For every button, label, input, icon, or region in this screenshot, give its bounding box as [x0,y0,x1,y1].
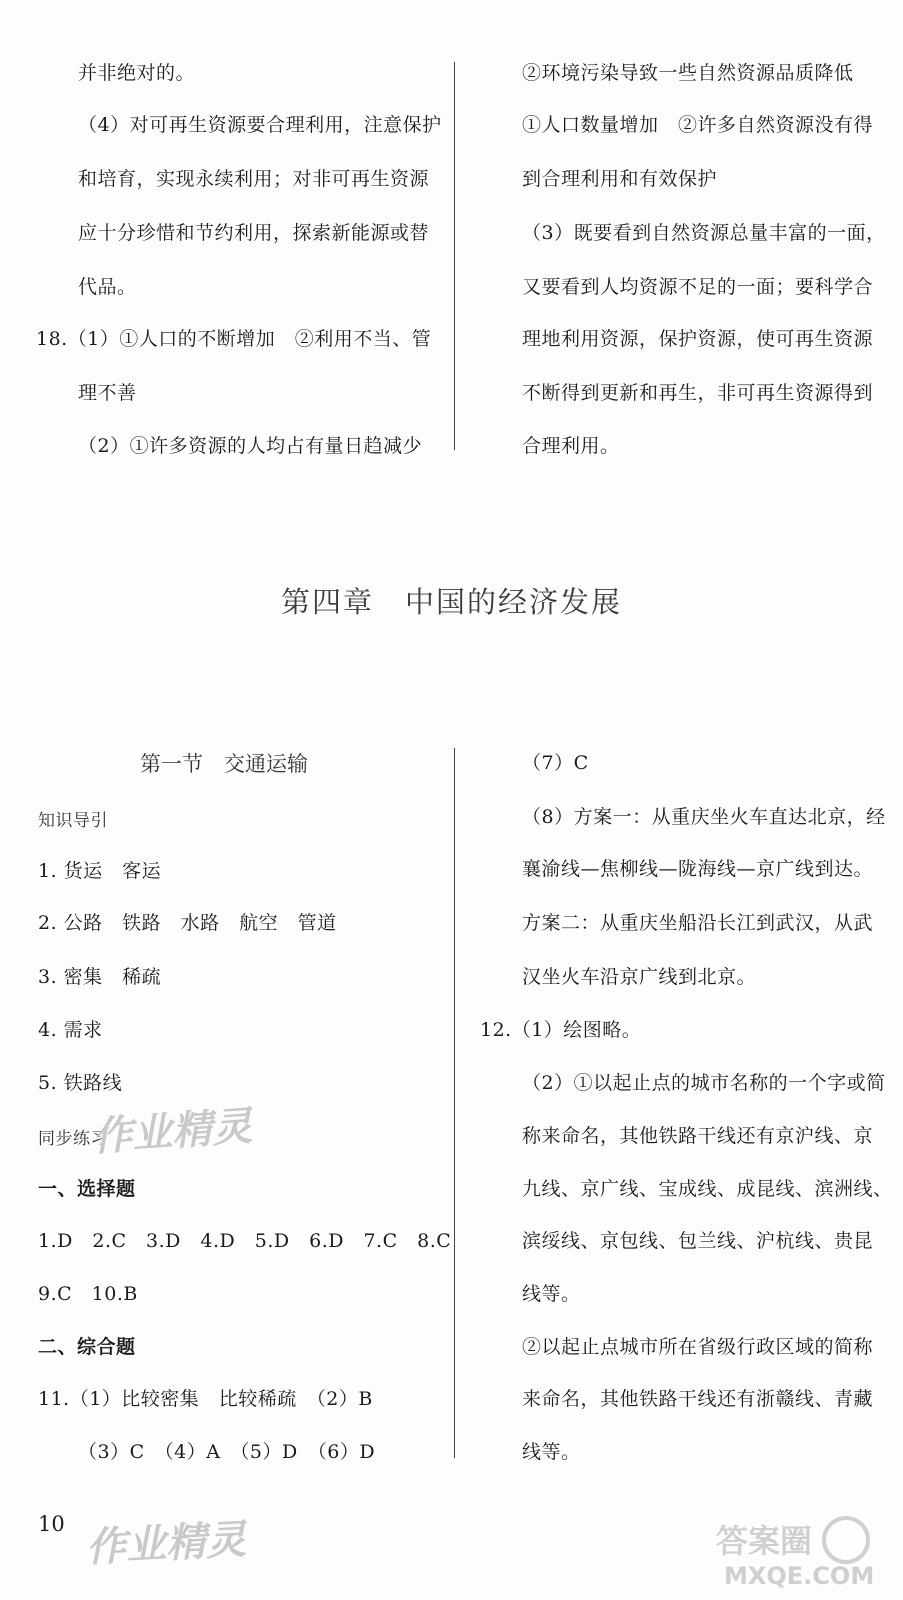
watermark-text: 作业精灵 [85,1515,248,1572]
text-line: 应十分珍惜和节约利用，探索新能源或替 [78,222,430,244]
text-line: 18.（1）①人口的不断增加 ②利用不当、管 [36,328,432,350]
text-line: 方案二：从重庆坐船沿长江到武汉，从武 [522,912,874,934]
text-line: ②环境污染导致一些自然资源品质降低 [522,62,854,84]
text-line: 不断得到更新和再生，非可再生资源得到 [522,382,874,404]
section-title: 第一节 交通运输 [140,752,308,776]
knowledge-item: 2. 公路 铁路 水路 航空 管道 [38,912,337,934]
text-line: 滨绥线、京包线、包兰线、沪杭线、贵昆 [522,1230,874,1252]
text-line: 理地利用资源，保护资源，使可再生资源 [522,328,874,350]
watermark-text: 作业精灵 [90,1102,254,1161]
text-line: 又要看到人均资源不足的一面；要科学合 [522,276,874,298]
column-divider [454,62,455,450]
knowledge-item: 5. 铁路线 [38,1072,123,1094]
practice-heading: 同步练习 [38,1129,108,1149]
text-line: 来命名，其他铁路干线还有浙赣线、青藏 [522,1388,874,1410]
comp-answers: 11.（1）比较密集 比较稀疏 （2）B [38,1388,373,1410]
text-line: 12.（1）绘图略。 [480,1019,642,1041]
comp-heading: 二、综合题 [38,1336,136,1358]
knowledge-item: 3. 密集 稀疏 [38,966,162,988]
watermark-logo [706,1512,881,1590]
text-line: 合理利用。 [522,435,620,457]
text-line: 称来命名，其他铁路干线还有京沪线、京 [522,1125,874,1147]
text-line: （3）既要看到自然资源总量丰富的一面， [522,222,886,244]
text-line: （4）对可再生资源要合理利用，注意保护 [78,114,442,136]
text-line: 九线、京广线、宝成线、成昆线、滨洲线、 [522,1178,893,1200]
text-line: 汉坐火车沿京广线到北京。 [522,966,757,988]
text-line: 和培育，实现永续利用；对非可再生资源 [78,168,430,190]
text-line: 线等。 [522,1441,581,1463]
text-line: 代品。 [78,276,137,298]
text-line: 并非绝对的。 [78,62,196,84]
text-line: ①人口数量增加 ②许多自然资源没有得 [522,114,874,136]
knowledge-item: 4. 需求 [38,1019,103,1041]
mc-answers: 1.D 2.C 3.D 4.D 5.D 6.D 7.C 8.C [38,1230,452,1252]
text-line: （2）①许多资源的人均占有量日趋减少 [78,435,423,457]
text-line: 襄渝线—焦柳线—陇海线—京广线到达。 [522,858,874,880]
text-line: （2）①以起止点的城市名称的一个字或简 [522,1072,886,1094]
knowledge-heading: 知识导引 [38,811,108,831]
text-line: （7）C [522,752,589,774]
column-divider [454,748,455,1458]
text-line: 理不善 [78,382,137,404]
text-line: 到合理利用和有效保护 [522,168,718,190]
logo-text: 答案圈 [716,1522,813,1560]
logo-url: MXQE.COM [724,1562,875,1590]
knowledge-item: 1. 货运 客运 [38,860,162,882]
chapter-title: 第四章 中国的经济发展 [280,585,622,619]
mc-heading: 一、选择题 [38,1178,136,1200]
text-line: 线等。 [522,1283,581,1305]
mc-answers: 9.C 10.B [38,1283,138,1305]
page-number: 10 [38,1512,65,1536]
text-line: ②以起止点城市所在省级行政区域的简称 [522,1336,874,1358]
logo-graphic [706,1512,881,1590]
text-line: （8）方案一：从重庆坐火车直达北京，经 [522,806,886,828]
comp-answers: （3）C （4）A （5）D （6）D [78,1441,376,1463]
